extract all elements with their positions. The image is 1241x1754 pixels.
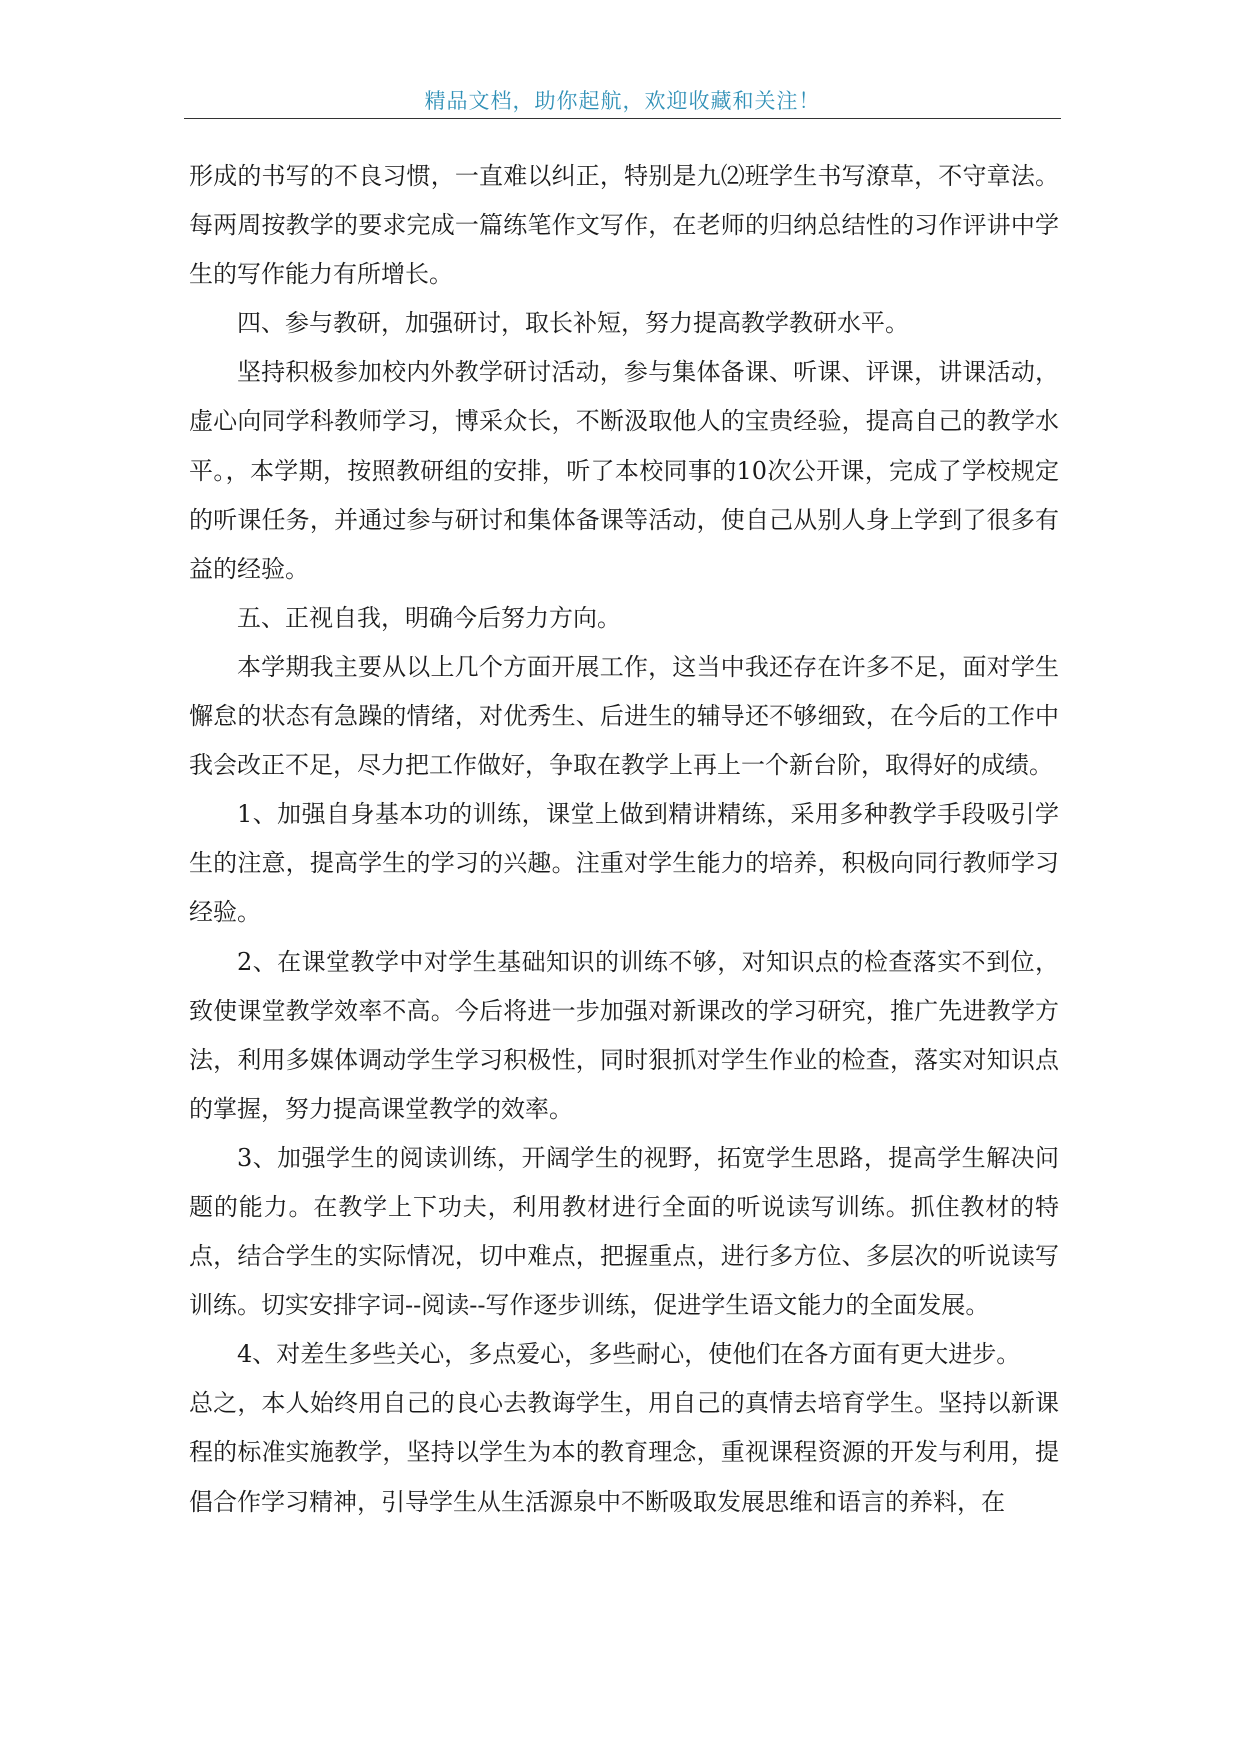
section-heading-4: 四、参与教研，加强研讨，取长补短，努力提高教学教研水平。 [237, 309, 909, 338]
list-item-1: 1、加强自身基本功的训练，课堂上做到精讲精练，采用多种教学手段吸引学生的注意，提高学生的学习的兴趣。注重对学生能力的培养，积极向同行教师学习经验。 [189, 800, 1059, 927]
paragraph-5: 本学期我主要从以上几个方面开展工作，这当中我还存在许多不足，面对学生懈怠的状态有急躁的情绪，对优秀生、后进生的辅导还不够细致，在今后的工作中我会改正不足，尽力把工作做好，争取在教学上再上一个新台阶，取得好的成绩。 [189, 652, 1059, 780]
header-slogan: 精品文档，助你起航，欢迎收藏和关注！ [424, 89, 821, 113]
section-heading-5: 五、正视自我，明确今后努力方向。 [237, 603, 621, 632]
list-item-2: 2、在课堂教学中对学生基础知识的训练不够，对知识点的检查落实不到位，致使课堂教学效率不高。今后将进一步加强对新课改的学习研究，推广先进教学方法，利用多媒体调动学生学习积极性，同时狠抓对学生作业的检查，落实对知识点的掌握，努力提高课堂教学的效率。 [189, 947, 1059, 1123]
page-header [184, 84, 1061, 119]
list-item-4: 4、对差生多些关心，多点爱心，多些耐心，使他们在各方面有更大进步。 [237, 1340, 1021, 1369]
paragraph-summary: 总之，本人始终用自己的良心去教诲学生，用自己的真情去培育学生。坚持以新课程的标准实施教学，坚持以学生为本的教育理念，重视课程资源的开发与利用，提倡合作学习精神，引导学生从生活源泉中不断吸取发展思维和语言的养料，在 [189, 1389, 1059, 1516]
document-body [189, 152, 1059, 1527]
list-item-3: 3、加强学生的阅读训练，开阔学生的视野，拓宽学生思路，提高学生解决问题的能力。在教学上下功夫，利用教材进行全面的听说读写训练。抓住教材的特点，结合学生的实际情况，切中难点，把握重点，进行多方位、多层次的听说读写训练。切实安排字词--阅读--写作逐步训练，促进学生语文能力的全面发展。 [189, 1143, 1059, 1320]
paragraph-1: 形成的书写的不良习惯，一直难以纠正，特别是九⑵班学生书写潦草，不守章法。每两周按教学的要求完成一篇练笔作文写作，在老师的归纳总结性的习作评讲中学生的写作能力有所增长。 [189, 162, 1059, 289]
paragraph-3: 坚持积极参加校内外教学研讨活动，参与集体备课、听课、评课，讲课活动，虚心向同学科教师学习，博采众长，不断汲取他人的宝贵经验，提高自己的教学水平。，本学期，按照教研组的安排，听了本校同事的10次公开课，完成了学校规定的听课任务，并通过参与研讨和集体备课等活动，使自己从别人身上学到了很多有益的经验。 [189, 358, 1059, 583]
